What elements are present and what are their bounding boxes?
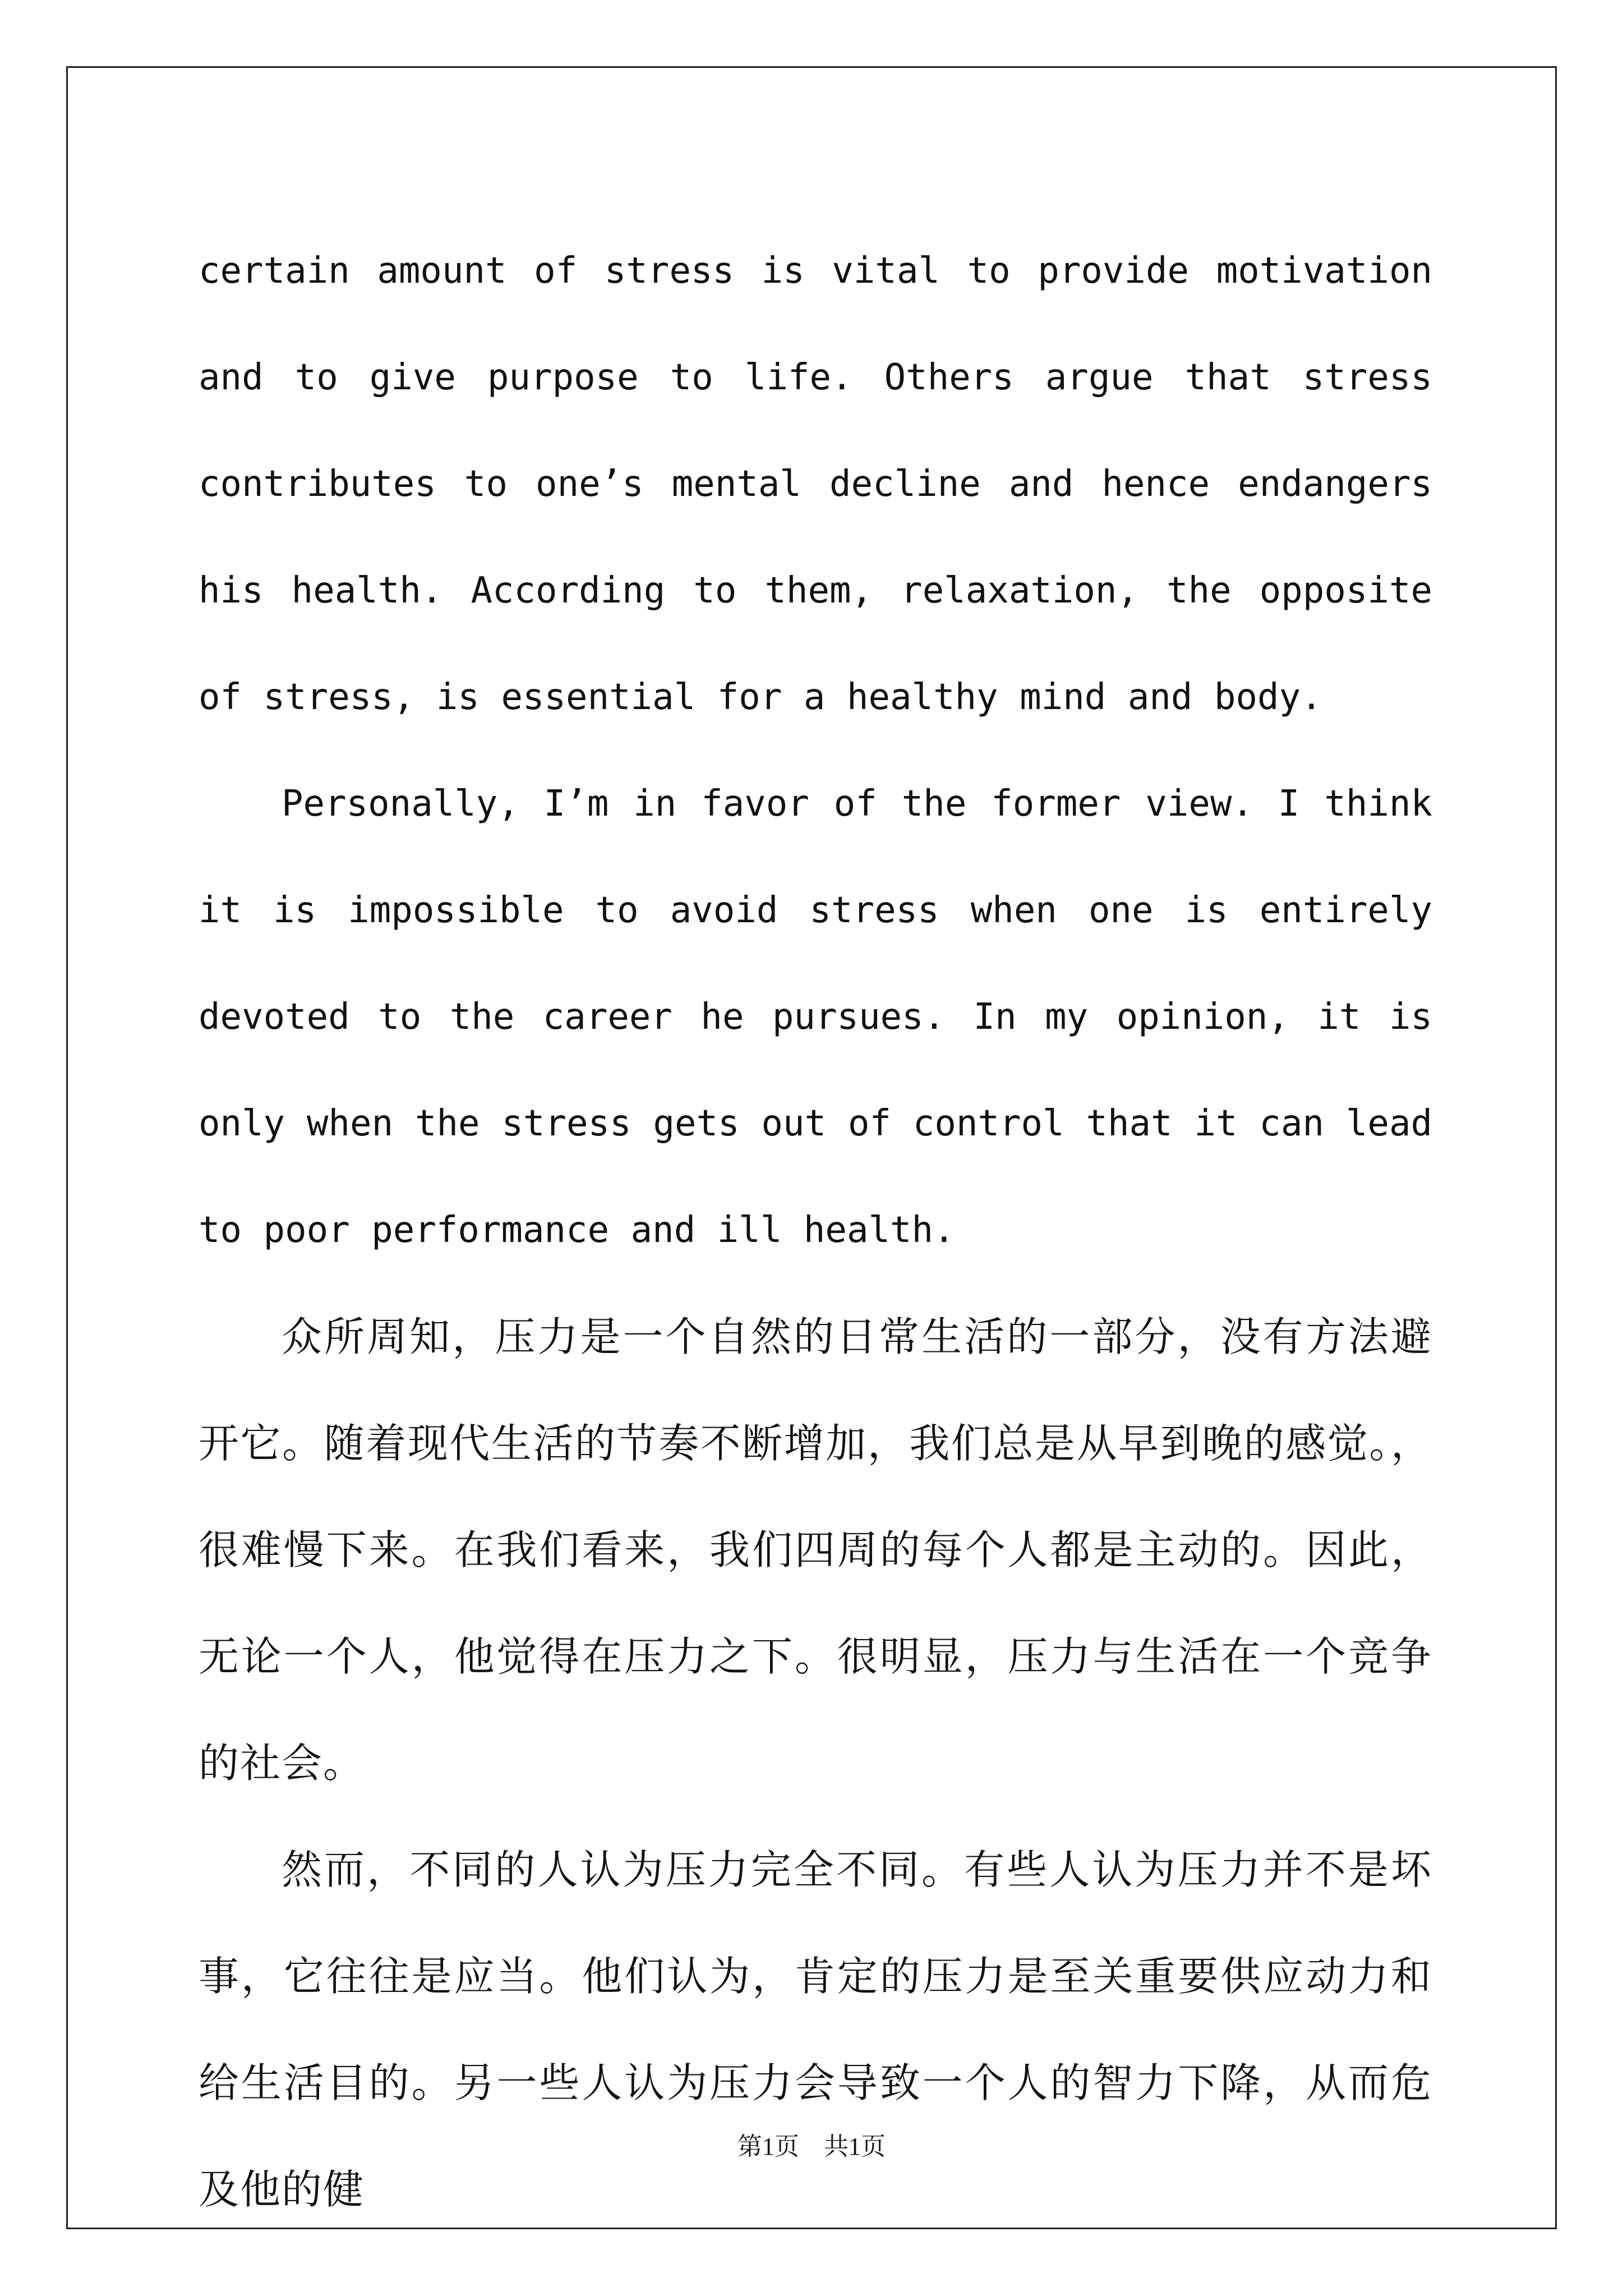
paragraph-3: 众所周知，压力是一个自然的日常生活的一部分，没有方法避开它。随着现代生活的节奏不断增加，我们总是从早到晚的感觉。，很难慢下来。在我们看来，我们四周的每个人都是主动的。因此，无论一个人，他觉得在压力之下。很明显，压力与生活在一个竞争的社会。 [199,1313,1432,1787]
document-body [199,218,1432,2243]
paragraph-4: 然而，不同的人认为压力完全不同。有些人认为压力并不是坏事，它往往是应当。他们认为，肯定的压力是至关重要供应动力和给生活目的。另一些人认为压力会导致一个人的智力下降，从而危及他的健 [199,1846,1432,2213]
page-total: 共1页 [824,2133,886,2160]
paragraph-1: certain amount of stress is vital to provide motivation and to give purpose to life. Others argue that stress contributes to one’s mental decline and hence endangers his health. According to them, relaxation, the opposite of stress, is essential for a healthy mind and body. [199,250,1432,718]
paragraph-2: Personally, I’m in favor of the former view. I think it is impossible to avoid stress when one is entirely devoted to the career he pursues. In my opinion, it is only when the stress gets out of control that it can lead to poor performance and ill health. [199,783,1432,1251]
page-footer [0,2126,1623,2162]
page-number: 第1页 [737,2133,799,2160]
